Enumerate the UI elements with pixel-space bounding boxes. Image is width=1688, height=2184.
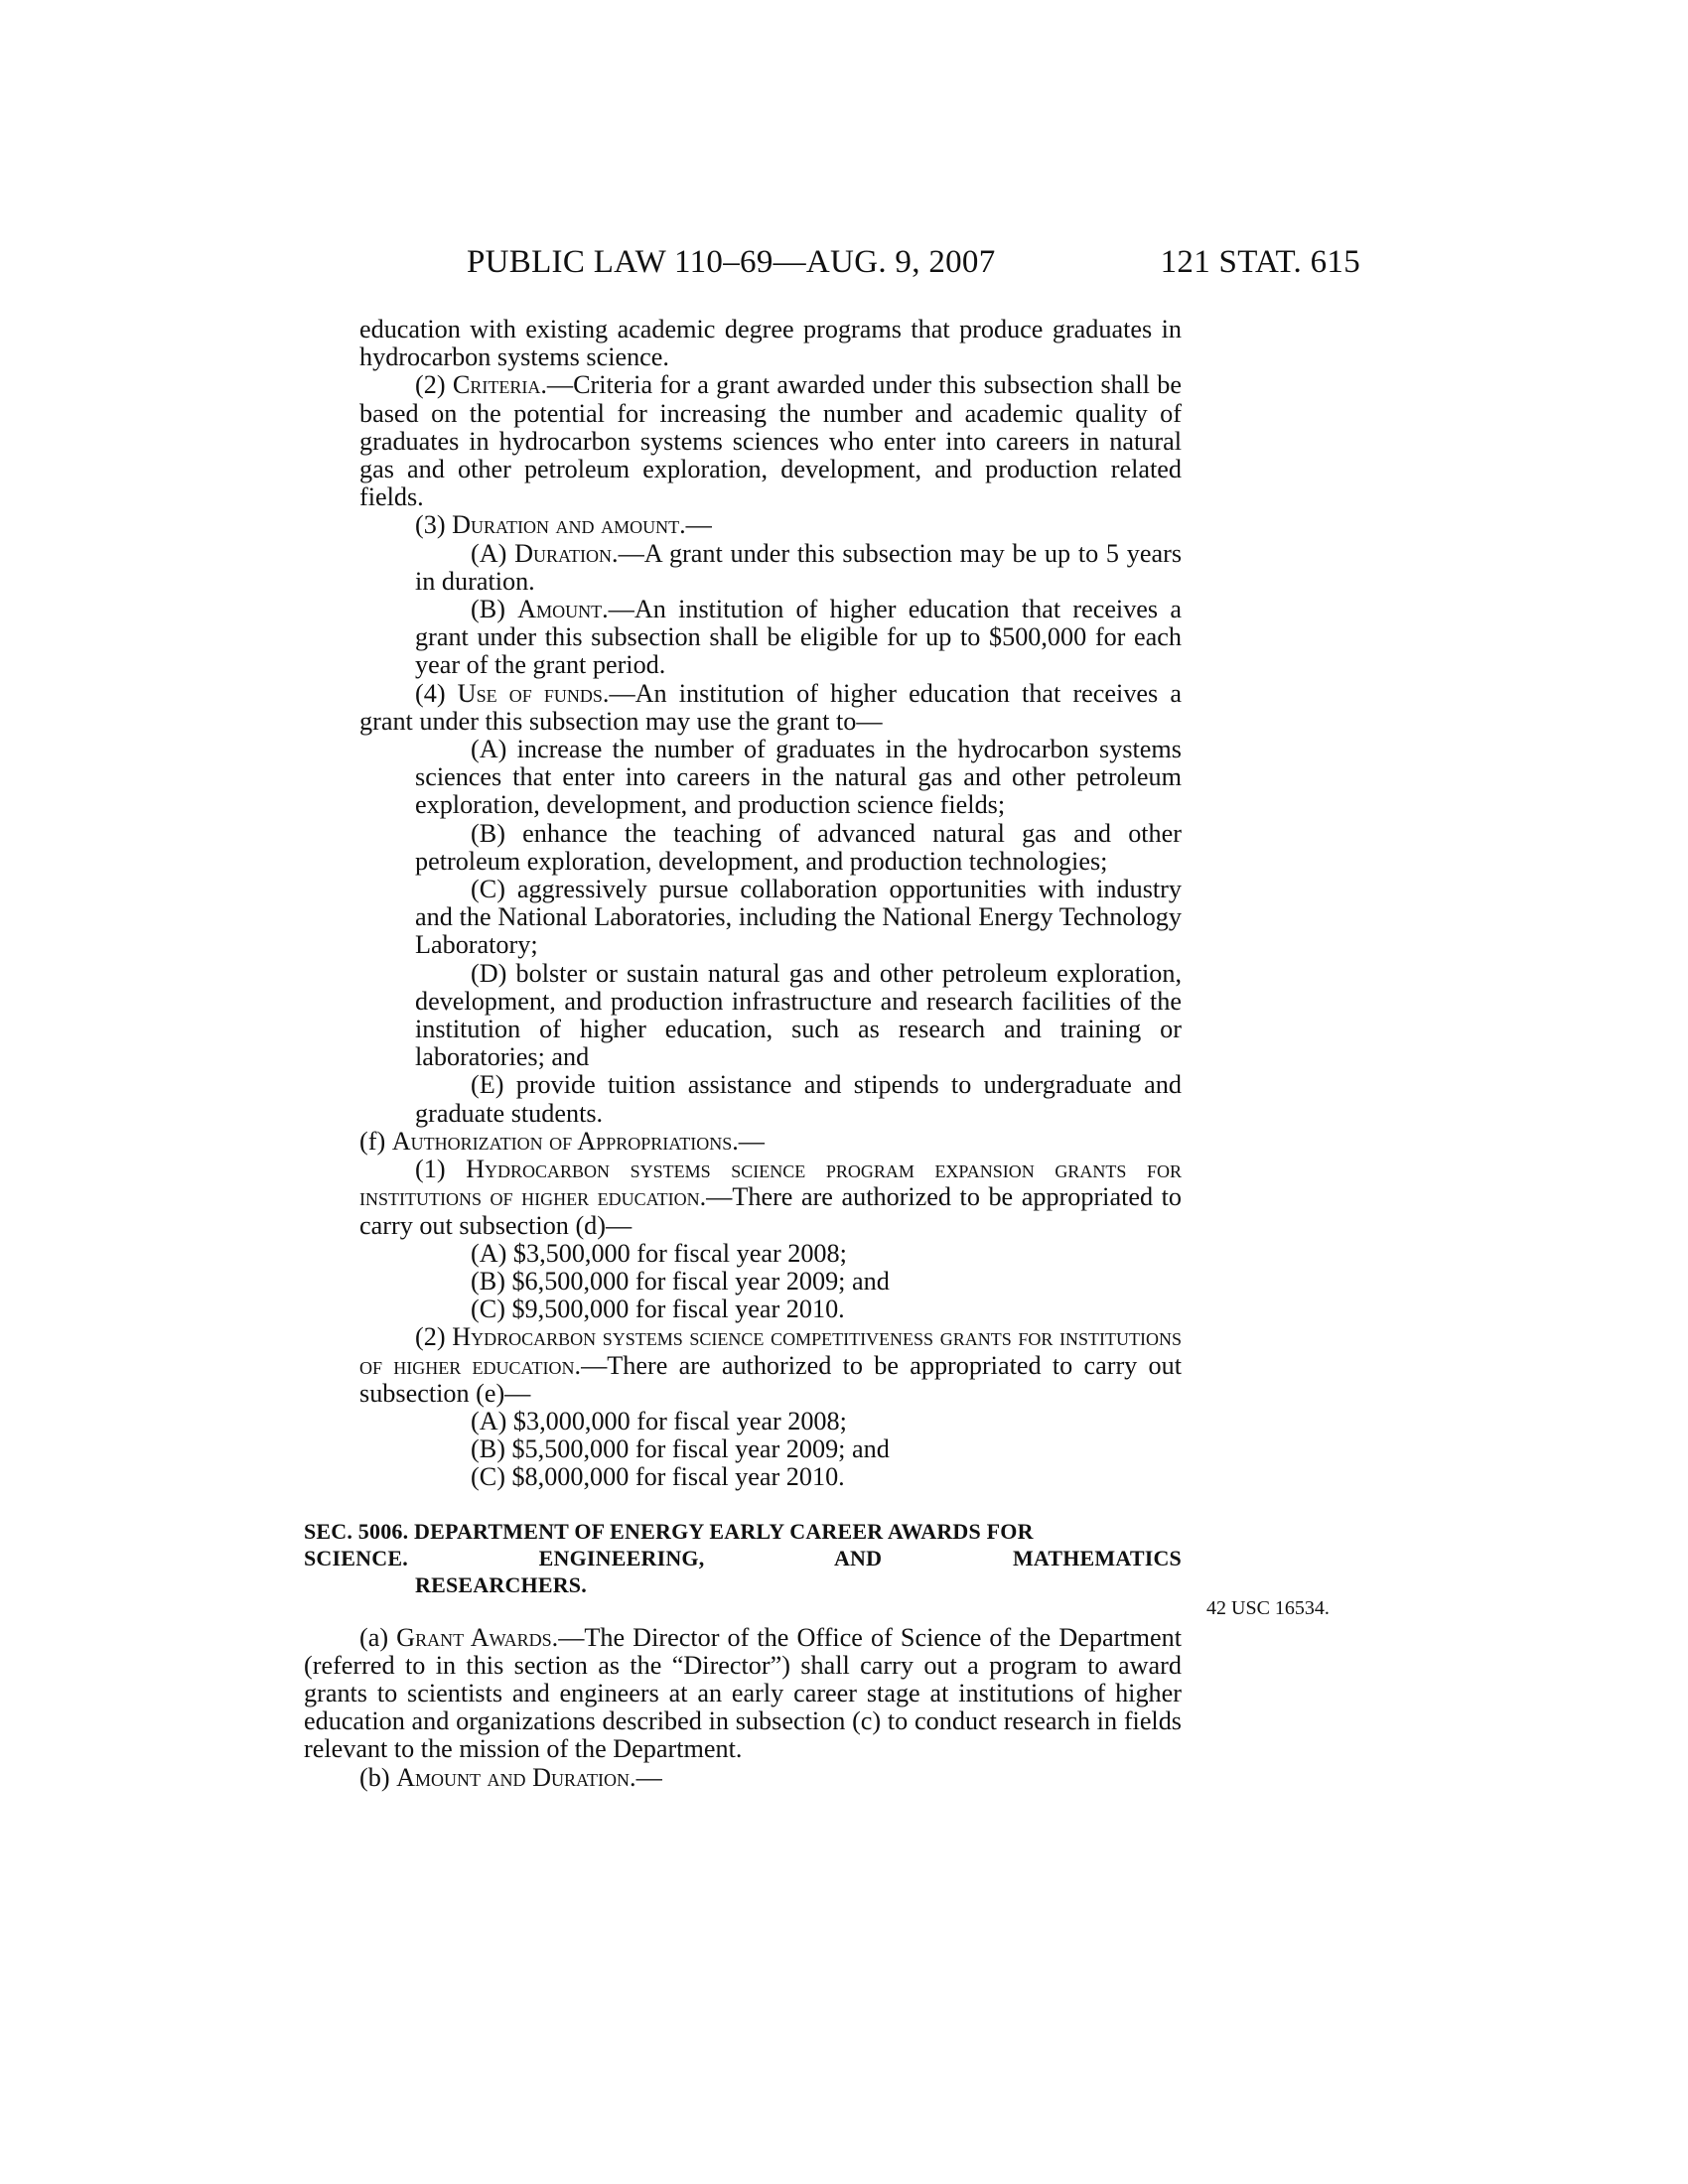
page-header [467,244,1360,294]
paragraph-f1-amounts [359,1240,1182,1324]
paragraph-4-use-of-funds: (4) Use of funds.—An institution of higher education that receives a grant under this subsection may use the grant to— [359,678,1182,736]
paragraph-4-subparagraphs [359,736,1182,1128]
paragraph-2-criteria: (2) Criteria.—Criteria for a grant awarded under this subsection shall be based on the potential for increasing the number and academic quality of graduates in hydrocarbon systems sciences who enter into careers in natural gas and other petroleum exploration, development, and production related fields. [359,370,1182,512]
amount-line: (B) $5,500,000 for fiscal year 2009; and [471,1434,890,1464]
paragraph-4c: (C) aggressively pursue collaboration opportunities with industry and the National Laboratories, including the National Energy Technology Laboratory; [415,875,1182,960]
paragraph-f2: (2) Hydrocarbon systems science competitiveness grants for institutions of higher education.—There are authorized to be appropriated to carry out subsection (e)— [359,1322,1182,1408]
section-heading-line: SEC. 5006. DEPARTMENT OF ENERGY EARLY CAREER AWARDS FOR [304,1518,1034,1544]
paragraph-f1: (1) Hydrocarbon systems science program expansion grants for institutions of higher education.—There are authorized to be appropriated to carry out subsection (d)— [359,1155,1182,1240]
section-heading [304,1518,1182,1598]
paragraph-4e: (E) provide tuition assistance and stipends to undergraduate and graduate students. [415,1070,1182,1128]
section-5006-body [304,1624,1182,1792]
text-column [304,315,1183,1792]
paragraph-3-subparagraphs [359,540,1182,680]
paragraph-3b: (B) Amount.—An institution of higher education that receives a grant under this subsection shall be eligible for up to $500,000 for each year of the grant period. [415,595,1182,680]
paragraph-4a: (A) increase the number of graduates in the hydrocarbon systems sciences that enter into careers in the natural gas and other petroleum exploration, development, and production science fields; [415,735,1182,820]
paragraph-continuation: education with existing academic degree programs that produce graduates in hydrocarbon systems science. [359,315,1182,372]
section-heading-line: RESEARCHERS. [415,1571,587,1597]
section-heading-line: SCIENCE. ENGINEERING, AND MATHEMATICS [304,1545,1182,1570]
amount-line: (B) $6,500,000 for fiscal year 2009; and [471,1266,890,1296]
paragraph-3-duration-amount: (3) Duration and amount.— [415,510,712,540]
paragraph-4b: (B) enhance the teaching of advanced natural gas and other petroleum exploration, development, and production technologies; [415,818,1182,876]
statute-page-number: 121 STAT. 615 [1160,244,1360,280]
amount-line: (A) $3,500,000 for fiscal year 2008; [471,1238,847,1268]
paragraph-4d: (D) bolster or sustain natural gas and other petroleum exploration, development, and production infrastructure and research facilities of the institution of higher education, such as research and training or laboratories; and [415,958,1182,1072]
section-5006 [304,1518,1182,1598]
amount-line: (C) $8,000,000 for fiscal year 2010. [471,1462,845,1492]
amount-line: (C) $9,500,000 for fiscal year 2010. [471,1295,845,1324]
paragraph-f2-amounts [359,1408,1182,1492]
subsection-a-grant-awards: (a) Grant Awards.—The Director of the Office of Science of the Department (referred to in this section as the “Director”) shall carry out a program to award grants to scientists and engineers at an early career stage at institutions of higher education and organizations described in subsection (c) to conduct research in fields relevant to the mission of the Department. [304,1622,1182,1764]
subsection-b-amount-duration: (b) Amount and Duration.— [359,1762,662,1792]
paragraph-3a: (A) Duration.—A grant under this subsection may be up to 5 years in duration. [415,538,1183,596]
amount-line: (A) $3,000,000 for fiscal year 2008; [471,1406,847,1435]
usc-margin-note: 42 USC 16534. [1206,1597,1330,1619]
public-law-citation: PUBLIC LAW 110–69—AUG. 9, 2007 [467,244,996,280]
subsection-f-heading: (f) Authorization of Appropriations.— [359,1126,765,1156]
